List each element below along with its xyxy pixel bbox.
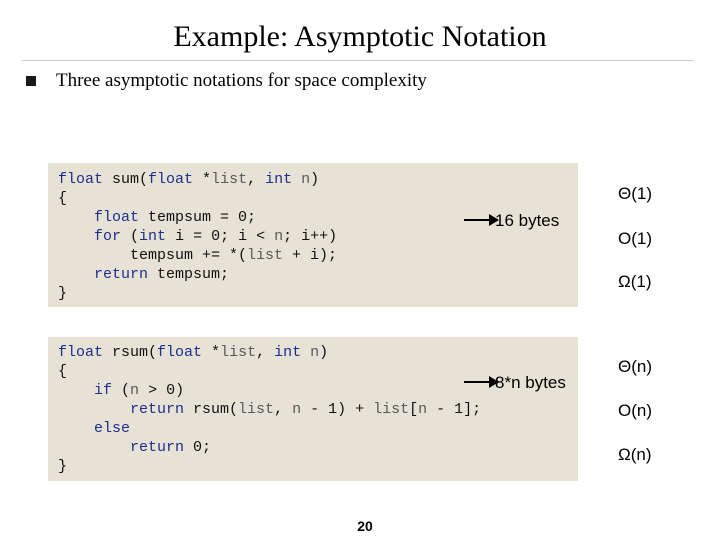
arrow-right-icon [464, 381, 490, 383]
code-line [58, 265, 229, 284]
code-identifier: n [274, 228, 284, 245]
code-line [58, 438, 211, 457]
code-line: { [58, 363, 68, 380]
code-indent [58, 266, 94, 283]
code-text: i = 0; i < [166, 228, 275, 245]
code-identifier: list [238, 401, 275, 418]
code-line: } [58, 285, 68, 302]
code-identifier: n [130, 382, 140, 399]
code-text [292, 171, 301, 188]
bullet-text: Three asymptotic notations for space complexity [56, 70, 427, 91]
code-keyword: int [265, 171, 293, 188]
code-line [58, 381, 184, 400]
code-text: ) [319, 344, 329, 361]
slide-title: Example: Asymptotic Notation [173, 20, 547, 53]
code-text: * [193, 171, 212, 188]
code-text: ( [112, 382, 131, 399]
code-identifier: n [310, 344, 320, 361]
code-keyword: if [94, 382, 113, 399]
code-keyword: float [58, 344, 104, 361]
code-identifier: list [247, 247, 284, 264]
code-line [58, 227, 337, 246]
code-keyword: for [94, 228, 122, 245]
space-size-label: 16 bytes [495, 211, 560, 230]
code-text: * [202, 344, 221, 361]
code-identifier: n [418, 401, 428, 418]
omega-bound: Ω(1) [618, 272, 652, 291]
code-text: - 1) + [301, 401, 374, 418]
code-indent [58, 420, 94, 437]
code-indent [58, 401, 130, 418]
code-line [58, 170, 319, 189]
code-text: tempsum; [148, 266, 230, 283]
code-identifier: n [301, 171, 311, 188]
arrow-right-icon [464, 219, 490, 221]
code-text: ( [121, 228, 140, 245]
code-text: , [274, 401, 293, 418]
code-keyword: else [94, 420, 131, 437]
code-identifier: n [292, 401, 302, 418]
code-line [58, 400, 481, 419]
code-indent [58, 439, 130, 456]
code-indent [58, 209, 94, 226]
code-text: ; i++) [283, 228, 338, 245]
code-line [58, 208, 256, 227]
code-keyword: float [58, 171, 104, 188]
code-text: rsum( [184, 401, 239, 418]
code-line: } [58, 458, 68, 475]
code-indent [58, 382, 94, 399]
big-o-bound: O(n) [618, 401, 652, 420]
code-text: sum( [103, 171, 149, 188]
code-text: > 0) [139, 382, 185, 399]
code-keyword: float [148, 171, 194, 188]
space-size-label: 8*n bytes [495, 373, 566, 392]
code-identifier: list [211, 171, 248, 188]
code-text: , [247, 171, 266, 188]
code-indent [58, 228, 94, 245]
code-text: [ [409, 401, 419, 418]
code-text: + i); [283, 247, 338, 264]
big-o-bound: O(1) [618, 229, 652, 248]
theta-bound: Θ(n) [618, 357, 652, 376]
code-line [58, 246, 337, 265]
code-keyword: float [157, 344, 203, 361]
code-keyword: int [139, 228, 167, 245]
code-text: ) [310, 171, 320, 188]
page-number: 20 [357, 518, 373, 534]
code-keyword: return [130, 401, 185, 418]
code-keyword: return [94, 266, 149, 283]
code-line: { [58, 190, 68, 207]
title-divider [22, 60, 694, 61]
code-identifier: list [220, 344, 257, 361]
square-bullet-icon [26, 76, 36, 86]
code-identifier: list [373, 401, 410, 418]
code-text [301, 344, 310, 361]
theta-bound: Θ(1) [618, 184, 652, 203]
code-text: tempsum = 0; [139, 209, 257, 226]
code-text: 0; [184, 439, 212, 456]
code-keyword: int [274, 344, 302, 361]
code-keyword: float [94, 209, 140, 226]
code-text: rsum( [103, 344, 158, 361]
code-line [58, 419, 130, 438]
code-block-sum [48, 163, 578, 307]
code-keyword: return [130, 439, 185, 456]
omega-bound: Ω(n) [618, 445, 652, 464]
code-text: tempsum += *( [58, 247, 248, 264]
code-text: - 1]; [427, 401, 482, 418]
code-text: , [256, 344, 275, 361]
code-block-rsum [48, 337, 578, 481]
code-line [58, 343, 328, 362]
